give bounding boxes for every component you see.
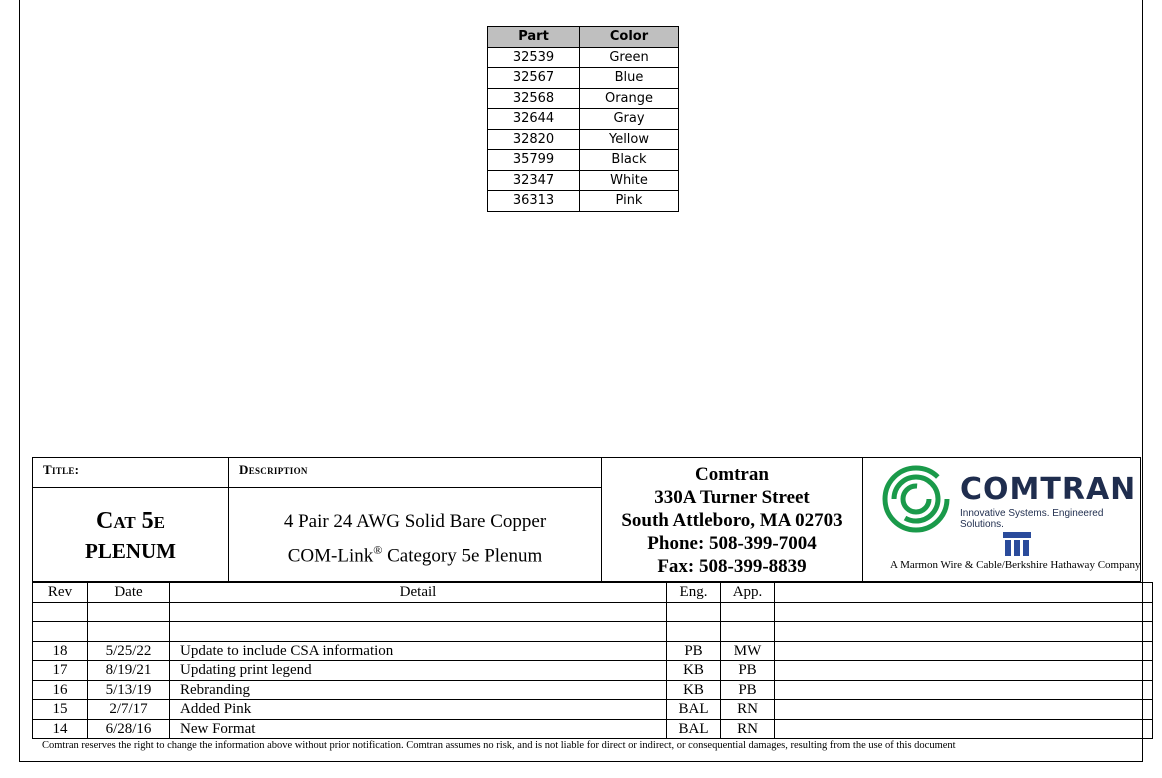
logo-cell [863, 458, 1140, 581]
description-text [229, 508, 601, 570]
blank-cell [775, 680, 1153, 700]
comtran-ring-logo-icon [881, 464, 951, 534]
color-column-header: Color [580, 27, 679, 48]
description-line-1: 4 Pair 24 AWG Solid Bare Copper [283, 511, 547, 532]
table-row [488, 129, 679, 150]
part-number-cell: 32644 [488, 109, 580, 130]
color-cell: Gray [580, 109, 679, 130]
app-cell: MW [721, 641, 775, 661]
disclaimer-footer: Comtran reserves the right to change the information above without prior notification. Comtran assumes no risk, and is not liable for direct or indirect, or consequential damages, resulting from the use of this document [42, 740, 956, 751]
rev-column-header: Rev [33, 583, 88, 603]
part-number-cell: 32347 [488, 170, 580, 191]
table-row [488, 191, 679, 212]
detail-cell: Updating print legend [170, 661, 667, 681]
rev-cell: 14 [33, 719, 88, 739]
table-row [488, 88, 679, 109]
company-fax: Fax: 508-399-8839 [657, 556, 807, 577]
rev-cell [33, 622, 88, 642]
app-cell: PB [721, 680, 775, 700]
parent-company-text: A Marmon Wire & Cable/Berkshire Hathaway Company [890, 559, 1141, 571]
company-city: South Attleboro, MA 02703 [621, 510, 843, 531]
revision-table [32, 582, 1153, 739]
part-number-cell: 35799 [488, 150, 580, 171]
detail-cell [170, 622, 667, 642]
company-phone: Phone: 508-399-7004 [647, 533, 817, 554]
blank-column [775, 583, 1153, 603]
detail-cell: Update to include CSA information [170, 641, 667, 661]
blank-cell [775, 622, 1153, 642]
blank-cell [775, 661, 1153, 681]
date-cell: 5/13/19 [88, 680, 170, 700]
date-cell: 5/25/22 [88, 641, 170, 661]
date-cell: 8/19/21 [88, 661, 170, 681]
company-address-cell [602, 458, 863, 581]
eng-cell: BAL [667, 719, 721, 739]
table-row [33, 700, 1153, 720]
eng-cell [667, 622, 721, 642]
detail-cell [170, 602, 667, 622]
description-line-2a: COM-Link [287, 545, 374, 567]
table-row [33, 661, 1153, 681]
part-number-cell: 32539 [488, 47, 580, 68]
detail-cell: Added Pink [170, 700, 667, 720]
rev-cell: 17 [33, 661, 88, 681]
detail-column-header: Detail [170, 583, 667, 603]
drawing-title [33, 506, 228, 566]
color-cell: Blue [580, 68, 679, 89]
app-cell: PB [721, 661, 775, 681]
detail-cell: Rebranding [170, 680, 667, 700]
app-cell [721, 602, 775, 622]
color-cell: Black [580, 150, 679, 171]
description-line-2b: Category 5e Plenum [382, 545, 543, 567]
date-cell [88, 622, 170, 642]
app-column-header: App. [721, 583, 775, 603]
date-column-header: Date [88, 583, 170, 603]
table-row [33, 641, 1153, 661]
rev-cell: 16 [33, 680, 88, 700]
color-cell: White [580, 170, 679, 191]
blank-cell [775, 602, 1153, 622]
marmon-logo-icon [1003, 532, 1031, 556]
parts-color-table [487, 26, 679, 212]
company-street: 330A Turner Street [654, 487, 810, 508]
description-line-2 [229, 536, 601, 570]
blank-cell [775, 700, 1153, 720]
blank-cell [775, 719, 1153, 739]
app-cell: RN [721, 719, 775, 739]
date-cell: 6/28/16 [88, 719, 170, 739]
title-cell [33, 458, 229, 581]
eng-cell: BAL [667, 700, 721, 720]
table-row [488, 170, 679, 191]
color-cell: Yellow [580, 129, 679, 150]
table-row [488, 68, 679, 89]
parts-table-header [488, 27, 679, 48]
description-label: Description [229, 458, 601, 488]
color-cell: Pink [580, 191, 679, 212]
app-cell: RN [721, 700, 775, 720]
part-number-cell: 32568 [488, 88, 580, 109]
color-cell: Green [580, 47, 679, 68]
description-cell [229, 458, 602, 581]
table-row [488, 150, 679, 171]
registered-mark: ® [373, 543, 383, 557]
eng-cell: KB [667, 661, 721, 681]
table-row [488, 47, 679, 68]
rev-cell: 15 [33, 700, 88, 720]
part-number-cell: 32820 [488, 129, 580, 150]
title-line-1: Cat 5e [95, 508, 166, 534]
part-number-cell: 32567 [488, 68, 580, 89]
title-label: Title: [33, 458, 228, 488]
color-cell: Orange [580, 88, 679, 109]
rev-cell: 18 [33, 641, 88, 661]
table-row [33, 680, 1153, 700]
table-row [33, 622, 1153, 642]
title-line-2: PLENUM [85, 539, 176, 563]
table-row [33, 602, 1153, 622]
blank-cell [775, 641, 1153, 661]
part-column-header: Part [488, 27, 580, 48]
company-name: Comtran [695, 464, 769, 485]
eng-cell [667, 602, 721, 622]
table-row [33, 719, 1153, 739]
revision-table-header [33, 583, 1153, 603]
part-number-cell: 36313 [488, 191, 580, 212]
title-block [32, 457, 1141, 582]
comtran-logo-word: COMTRAN [960, 472, 1137, 507]
eng-cell: PB [667, 641, 721, 661]
date-cell [88, 602, 170, 622]
logo-tagline: Innovative Systems. Engineered Solutions. [960, 508, 1104, 530]
eng-column-header: Eng. [667, 583, 721, 603]
detail-cell: New Format [170, 719, 667, 739]
eng-cell: KB [667, 680, 721, 700]
app-cell [721, 622, 775, 642]
date-cell: 2/7/17 [88, 700, 170, 720]
table-row [488, 109, 679, 130]
rev-cell [33, 602, 88, 622]
